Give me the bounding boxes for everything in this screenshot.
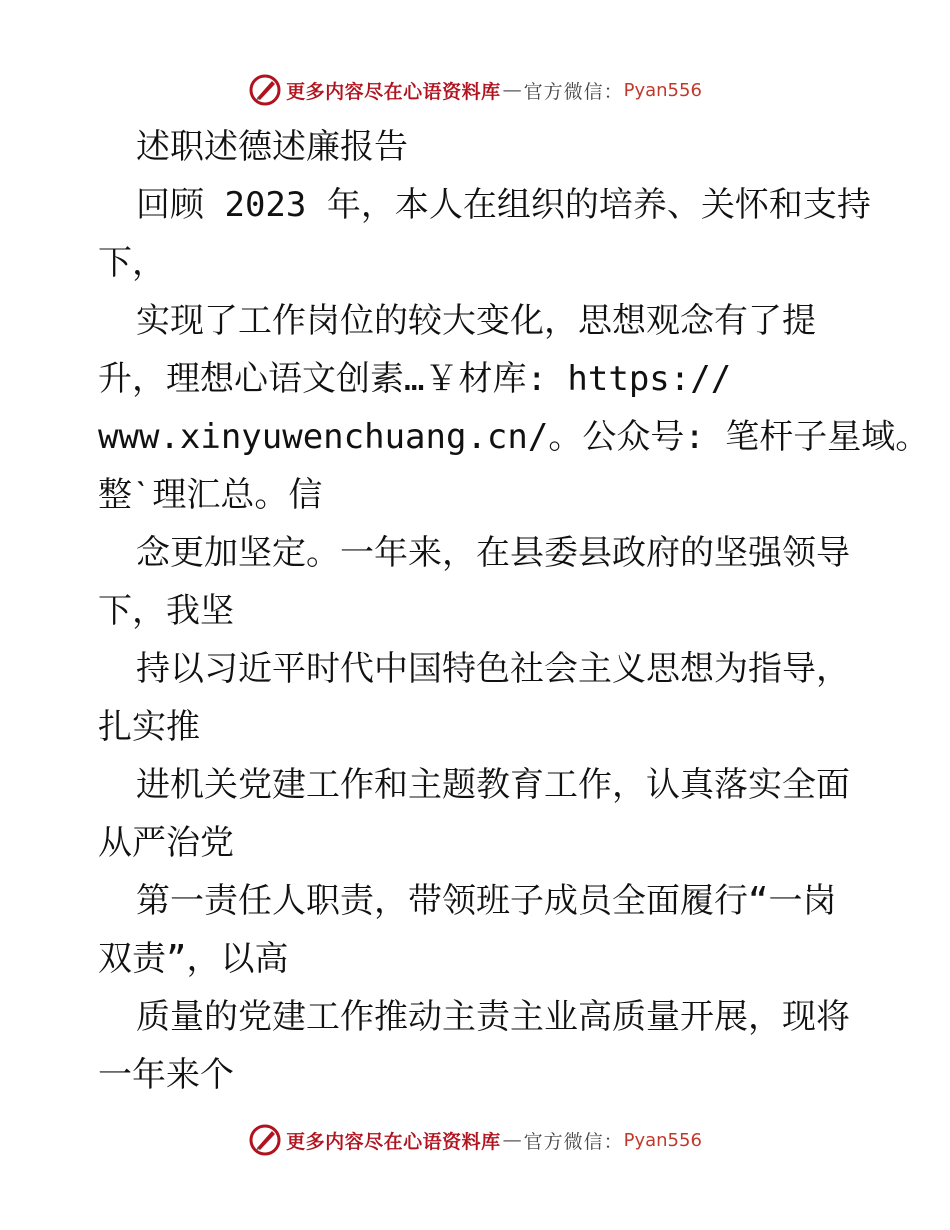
- banner-official-label: 官方微信：: [523, 1130, 624, 1153]
- paragraph-line: 从严治党: [98, 823, 234, 863]
- banner-official-label: 官方微信：: [523, 80, 624, 103]
- banner-account: Pyan556: [623, 1129, 702, 1151]
- paragraph-line: 扎实推: [98, 707, 200, 747]
- banner-account: Pyan556: [623, 79, 702, 101]
- banner-brand-text: 更多内容尽在心语资料库: [286, 1130, 501, 1153]
- banner-brand-text: 更多内容尽在心语资料库: [286, 80, 501, 103]
- paragraph-line: 双责”，以高: [98, 939, 289, 979]
- paragraph-line: 进机关党建工作和主题教育工作，认真落实全面: [136, 765, 850, 805]
- paragraph-line: 念更加坚定。一年来，在县委县政府的坚强领导: [136, 533, 850, 573]
- paragraph-line: 下，我坚: [98, 591, 234, 631]
- paragraph-line: 下，: [98, 243, 166, 283]
- document-body: [98, 118, 930, 1104]
- quill-pen-logo-icon: [248, 73, 282, 107]
- document-title: 述职述德述廉报告: [136, 127, 408, 167]
- footer-banner: [0, 1120, 950, 1160]
- banner-separator: —: [502, 79, 522, 101]
- paragraph-line: 持以习近平时代中国特色社会主义思想为指导，: [136, 649, 850, 689]
- quill-pen-logo-icon: [248, 1123, 282, 1157]
- paragraph-line: 质量的党建工作推动主责主业高质量开展，现将: [136, 997, 850, 1037]
- paragraph-line: 实现了工作岗位的较大变化，思想观念有了提: [136, 301, 816, 341]
- header-banner: [0, 70, 950, 110]
- banner-separator: —: [502, 1129, 522, 1151]
- paragraph-line: www.xinyuwenchuang.cn/。公众号: 笔杆子星域。: [98, 417, 930, 457]
- paragraph-line: 第一责任人职责，带领班子成员全面履行“一岗: [136, 881, 837, 921]
- paragraph-line: 一年来个: [98, 1055, 234, 1095]
- paragraph-line: 回顾 2023 年，本人在组织的培养、关怀和支持: [136, 185, 871, 225]
- paragraph-line: 整ˋ理汇总。信: [98, 475, 323, 515]
- paragraph-line: 升，理想心语文创素…￥材库: https://: [98, 359, 732, 399]
